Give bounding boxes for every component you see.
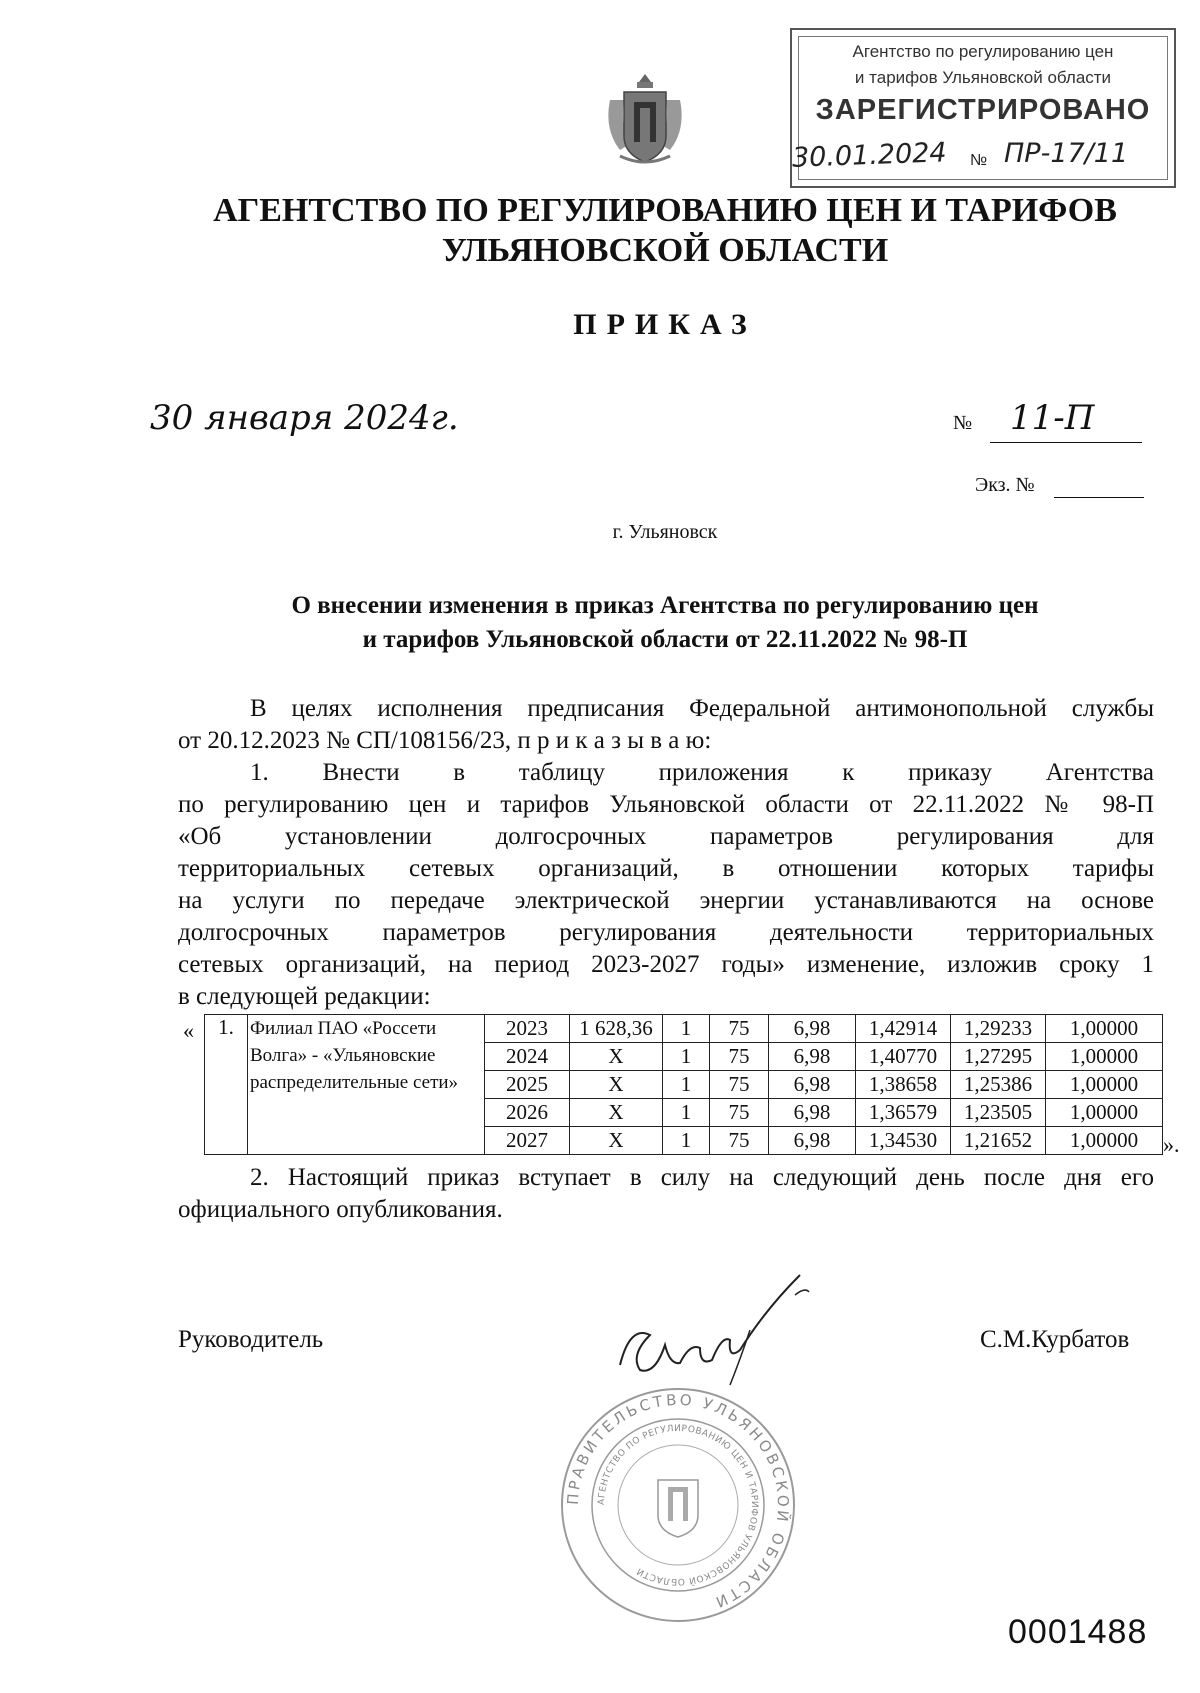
seal-inner-text: АГЕНТСТВО ПО РЕГУЛИРОВАНИЮ ЦЕН И ТАРИФОВ УЛЬЯНОВСКОЙ ОБЛАСТИ	[596, 1423, 760, 1587]
table-cell: 1,00000	[1046, 1099, 1163, 1127]
official-seal-icon	[558, 1385, 798, 1625]
signatory-title: Руководитель	[178, 1326, 324, 1353]
table-cell: 1,34530	[856, 1127, 951, 1155]
table-cell: 75	[710, 1127, 769, 1155]
table-cell: 75	[710, 1015, 769, 1043]
table-cell: 75	[710, 1043, 769, 1071]
coat-of-arms-icon	[600, 70, 690, 170]
table-cell: 6,98	[769, 1099, 856, 1127]
table-cell: 1,00000	[1046, 1043, 1163, 1071]
table-cell: 1	[663, 1071, 710, 1099]
table-cell: 1,36579	[856, 1099, 951, 1127]
item-2	[178, 1162, 1154, 1226]
agency-name-line1: АГЕНТСТВО ПО РЕГУЛИРОВАНИЮ ЦЕН И ТАРИФОВ	[213, 192, 1117, 229]
order-number-underline	[990, 442, 1142, 443]
table-cell: 1,00000	[1046, 1015, 1163, 1043]
table-cell: X	[570, 1071, 663, 1099]
table-cell: X	[570, 1127, 663, 1155]
table-cell: 2025	[485, 1071, 570, 1099]
table-cell: 2023	[485, 1015, 570, 1043]
table-cell: 6,98	[769, 1043, 856, 1071]
table-row	[205, 1015, 1163, 1043]
item-1-line: территориальных сетевых организаций, в отношении которых тарифы	[178, 855, 1154, 882]
row-index-cell: 1.	[205, 1015, 248, 1155]
copy-number-label: Экз. №	[975, 474, 1035, 496]
handwritten-signature-icon	[610, 1270, 850, 1400]
stamp-number: ПР-17/11	[1004, 138, 1129, 169]
item-1-line: на услуги по передаче электрической энергии устанавливаются на основе	[178, 887, 1154, 914]
table-cell: 1,23505	[951, 1099, 1046, 1127]
table-cell: 6,98	[769, 1127, 856, 1155]
stamp-date: 30.01.2024	[791, 137, 948, 174]
table-cell: 2027	[485, 1127, 570, 1155]
table-cell: 1,00000	[1046, 1071, 1163, 1099]
table-cell: 2024	[485, 1043, 570, 1071]
item-2-line: 2. Настоящий приказ вступает в силу на следующий день после дня его	[250, 1164, 1154, 1191]
table-cell: 1	[663, 1015, 710, 1043]
order-date: 30 января 2024г.	[150, 398, 459, 438]
preamble-line: от 20.12.2023 № СП/108156/23, п р и к а з ы в а ю:	[178, 727, 712, 754]
table-cell: 1,29233	[951, 1015, 1046, 1043]
organization-cell: Филиал ПАО «Россети Волга» - «Ульяновские распределительные сети»	[248, 1015, 485, 1155]
preamble-and-item-1	[178, 693, 1154, 1013]
table-cell: 2026	[485, 1099, 570, 1127]
order-number-label: №	[953, 412, 973, 434]
table-cell: X	[570, 1099, 663, 1127]
seal-outer-text: ПРАВИТЕЛЬСТВО УЛЬЯНОВСКОЙ ОБЛАСТИ	[563, 1390, 793, 1613]
order-title: ПРИКАЗ	[573, 308, 757, 341]
subject-line1: О внесении изменения в приказ Агентства по регулированию цен	[291, 592, 1039, 619]
table-cell: 1,40770	[856, 1043, 951, 1071]
table-cell: 1,42914	[856, 1015, 951, 1043]
subject-line2: и тарифов Ульяновской области от 22.11.2022 № 98-П	[362, 626, 968, 653]
table-cell: 1,00000	[1046, 1127, 1163, 1155]
parameters-table	[204, 1014, 1163, 1155]
table-cell: 1	[663, 1127, 710, 1155]
stamp-agency-line2: и тарифов Ульяновской области	[854, 68, 1112, 87]
table-cell: 1 628,36	[570, 1015, 663, 1043]
table-cell: 1,38658	[856, 1071, 951, 1099]
table-cell: 75	[710, 1071, 769, 1099]
table-cell: 1	[663, 1099, 710, 1127]
item-1-line: по регулированию цен и тарифов Ульяновской области от 22.11.2022 № 98-П	[178, 791, 1154, 818]
preamble-line: В целях исполнения предписания Федеральной антимонопольной службы	[250, 695, 1154, 722]
stamp-status: ЗАРЕГИСТРИРОВАНО	[815, 94, 1151, 126]
order-number: 11-П	[1010, 398, 1095, 438]
registration-stamp	[790, 28, 1176, 188]
item-1-line: «Об установлении долгосрочных параметров регулирования для	[178, 823, 1154, 850]
item-1-line: 1. Внести в таблицу приложения к приказу Агентства	[250, 759, 1154, 786]
table-open-quote: «	[183, 1018, 194, 1043]
svg-text:АГЕНТСТВО ПО РЕГУЛИРОВАНИЮ ЦЕН	[597, 1424, 759, 1587]
signatory-name: С.М.Курбатов	[980, 1326, 1130, 1353]
table-cell: X	[570, 1043, 663, 1071]
table-cell: 6,98	[769, 1015, 856, 1043]
item-1-line: в следующей редакции:	[178, 983, 431, 1010]
stamp-agency-line1: Агентство по регулированию цен	[852, 42, 1114, 61]
item-1-line: сетевых организаций, на период 2023-2027 годы» изменение, изложив сроку 1	[178, 951, 1154, 978]
table-cell: 75	[710, 1099, 769, 1127]
table-cell: 1,27295	[951, 1043, 1046, 1071]
table-cell: 1,25386	[951, 1071, 1046, 1099]
city: г. Ульяновск	[612, 521, 718, 543]
item-2-line: официального опубликования.	[178, 1196, 503, 1223]
table-cell: 1,21652	[951, 1127, 1046, 1155]
copy-number-underline	[1054, 497, 1144, 498]
item-1-line: долгосрочных параметров регулирования деятельности территориальных	[178, 919, 1154, 946]
serial-number: 0001488	[1008, 1613, 1148, 1651]
stamp-number-label: №	[970, 152, 988, 169]
table-cell: 6,98	[769, 1071, 856, 1099]
table-cell: 1	[663, 1043, 710, 1071]
agency-name-line2: УЛЬЯНОВСКОЙ ОБЛАСТИ	[441, 232, 889, 269]
table-close-quote: ».	[1163, 1132, 1180, 1157]
